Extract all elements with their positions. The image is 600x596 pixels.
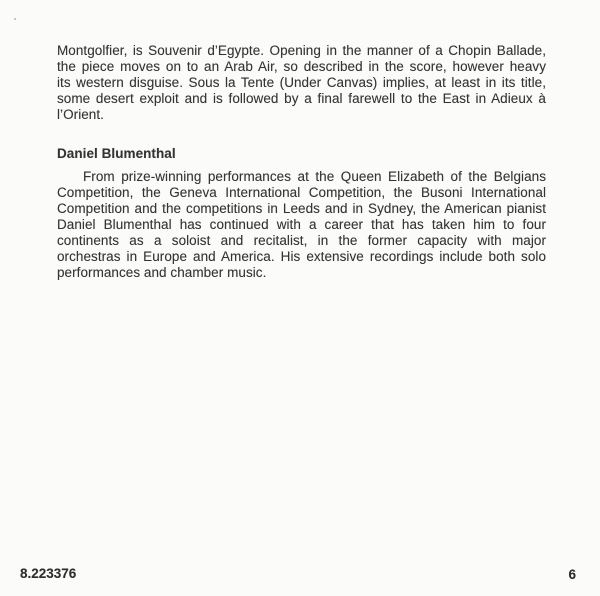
montgolfier-paragraph xyxy=(57,43,546,123)
artist-section xyxy=(57,146,546,281)
text-line: Competition, the Geneva International Competition, the Busoni International xyxy=(57,185,546,200)
text-line: performances and chamber music. xyxy=(57,265,267,280)
footer-page-number: 6 xyxy=(568,567,576,582)
text-line: orchestras in Europe and America. His extensive recordings include both solo xyxy=(57,249,546,264)
text-line: its western disguise. Sous la Tente (Under Canvas) implies, at least in its title, xyxy=(57,75,546,90)
text-line: From prize-winning performances at the Queen Elizabeth of the Belgians xyxy=(83,169,546,184)
artist-heading: Daniel Blumenthal xyxy=(57,146,176,161)
footer-catalog-number: 8.223376 xyxy=(20,566,77,581)
text-line: Daniel Blumenthal has continued with a career that has taken him to four xyxy=(57,217,546,232)
text-line: some desert exploit and is followed by a final farewell to the East in Adieux à xyxy=(57,91,546,106)
text-line: Montgolfier, is Souvenir d’Egypte. Opening in the manner of a Chopin Ballade, xyxy=(57,43,546,58)
text-line: l’Orient. xyxy=(57,107,104,122)
text-line: the piece moves on to an Arab Air, so described in the score, however heavy xyxy=(57,59,546,74)
text-line: Competition and the competitions in Leeds and in Sydney, the American pianist xyxy=(57,201,546,216)
text-line: continents as a soloist and recitalist, in the former capacity with major xyxy=(57,233,546,248)
scan-speck xyxy=(14,18,16,20)
